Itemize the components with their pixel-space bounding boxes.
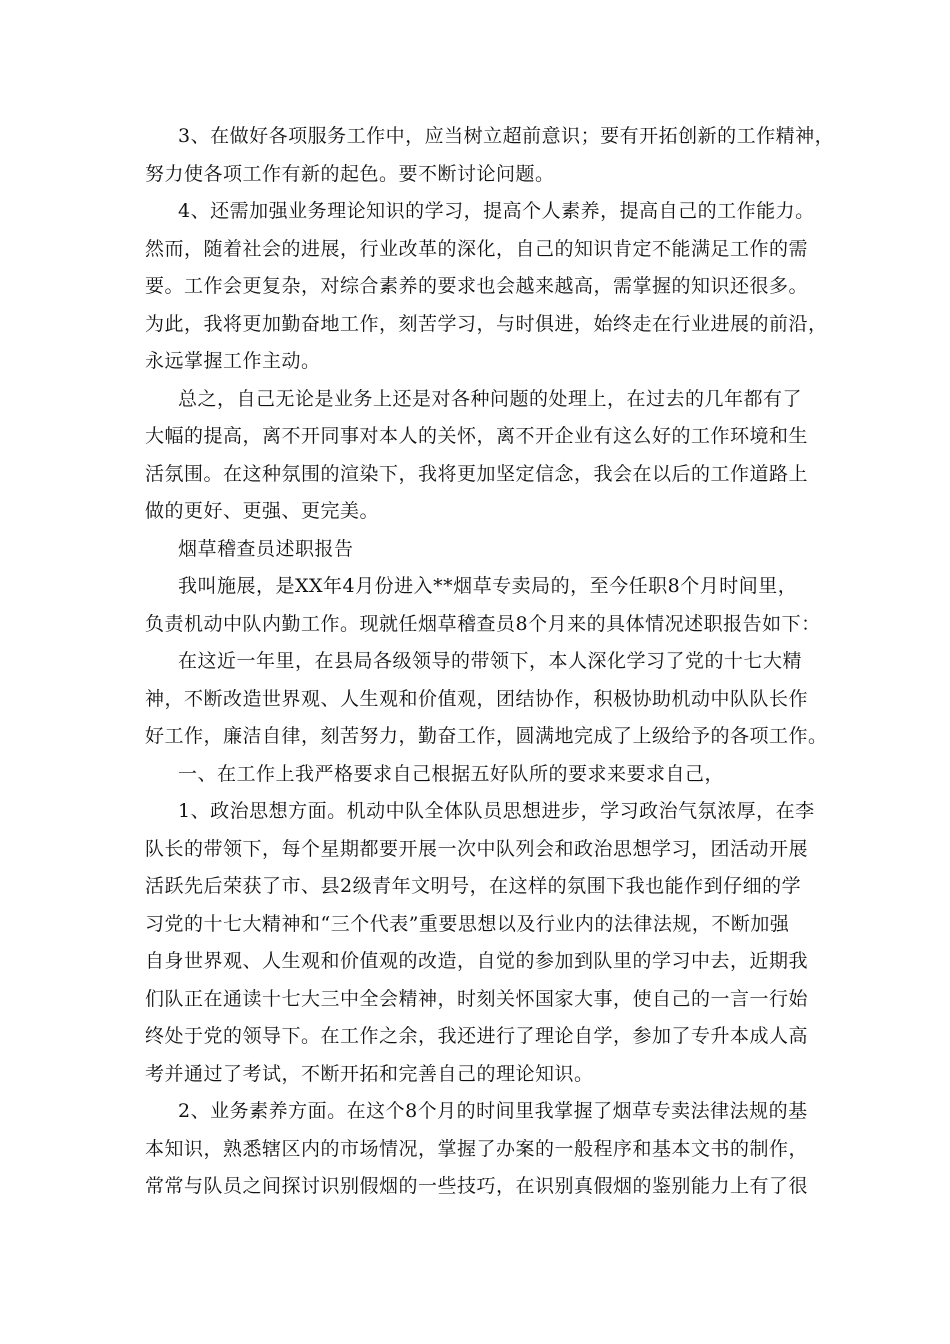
paragraph-first-line: 我叫施展，是XX年4月份进入**烟草专卖局的，至今任职8个月时间里， bbox=[178, 575, 798, 597]
paragraph-first-line: 在这近一年里，在县局各级领导的带领下，本人深化学习了党的十七大精 bbox=[178, 650, 803, 672]
paragraph-line: 负责机动中队内勤工作。现就任烟草稽查员8个月来的具体情况述职报告如下： bbox=[145, 612, 821, 635]
paragraph-line: 然而，随着社会的进展，行业改革的深化，自己的知识肯定不能满足工作的需 bbox=[145, 237, 809, 260]
paragraph-line: 永远掌握工作主动。 bbox=[145, 350, 321, 372]
paragraph-line: 要。工作会更复杂，对综合素养的要求也会越来越高，需掌握的知识还很多。 bbox=[145, 275, 809, 297]
paragraph-line: 活氛围。在这种氛围的渲染下，我将更加坚定信念，我会在以后的工作道路上 bbox=[145, 462, 809, 485]
paragraph-line: 本知识，熟悉辖区内的市场情况，掌握了办案的一般程序和基本文书的制作， bbox=[145, 1137, 809, 1160]
paragraph-line: 大幅的提高，离不开同事对本人的关怀，离不开企业有这么好的工作环境和生 bbox=[145, 425, 809, 447]
paragraph-first-line: 烟草稽查员述职报告 bbox=[178, 537, 354, 560]
paragraph-line: 考并通过了考试，不断开拓和完善自己的理论知识。 bbox=[145, 1062, 594, 1085]
paragraph-first-line: 3、在做好各项服务工作中，应当树立超前意识；要有开拓创新的工作精神， bbox=[178, 125, 835, 147]
paragraph-line: 常常与队员之间探讨识别假烟的一些技巧，在识别真假烟的鉴别能力上有了很 bbox=[145, 1175, 809, 1197]
paragraph-line: 好工作，廉洁自律，刻苦努力，勤奋工作，圆满地完成了上级给予的各项工作。 bbox=[145, 725, 828, 747]
paragraph-line: 终处于党的领导下。在工作之余，我还进行了理论自学，参加了专升本成人高 bbox=[145, 1025, 809, 1047]
paragraph-first-line: 4、还需加强业务理论知识的学习，提高个人素养，提高自己的工作能力。 bbox=[178, 200, 815, 222]
document-body bbox=[145, 118, 835, 1206]
paragraph-line: 自身世界观、人生观和价值观的改造，自觉的参加到队里的学习中去，近期我 bbox=[145, 950, 809, 972]
paragraph-line: 队长的带领下，每个星期都要开展一次中队列会和政治思想学习，团活动开展 bbox=[145, 837, 809, 860]
paragraph-line: 为此，我将更加勤奋地工作，刻苦学习，与时俱进，始终走在行业进展的前沿， bbox=[145, 312, 828, 335]
paragraph-line: 神，不断改造世界观、人生观和价值观，团结协作，积极协助机动中队队长作 bbox=[145, 687, 809, 710]
paragraph-line: 活跃先后荣获了市、县2级青年文明号，在这样的氛围下我也能作到仔细的学 bbox=[145, 875, 802, 897]
paragraph-first-line: 1、政治思想方面。机动中队全体队员思想进步，学习政治气氛浓厚，在李 bbox=[178, 800, 815, 822]
paragraph-line: 做的更好、更强、更完美。 bbox=[145, 500, 380, 522]
paragraph-first-line: 总之，自己无论是业务上还是对各种问题的处理上，在过去的几年都有了 bbox=[178, 387, 803, 410]
paragraph-line: 努力使各项工作有新的起色。要不断讨论问题。 bbox=[145, 162, 555, 185]
paragraph-line: 习党的十七大精神和“三个代表”重要思想以及行业内的法律法规，不断加强 bbox=[145, 912, 790, 935]
paragraph-first-line: 一、在工作上我严格要求自己根据五好队所的要求来要求自己， bbox=[178, 762, 725, 785]
paragraph-first-line: 2、业务素养方面。在这个8个月的时间里我掌握了烟草专卖法律法规的基 bbox=[178, 1100, 808, 1122]
paragraph-line: 们队正在通读十七大三中全会精神，时刻关怀国家大事，使自己的一言一行始 bbox=[145, 987, 809, 1010]
